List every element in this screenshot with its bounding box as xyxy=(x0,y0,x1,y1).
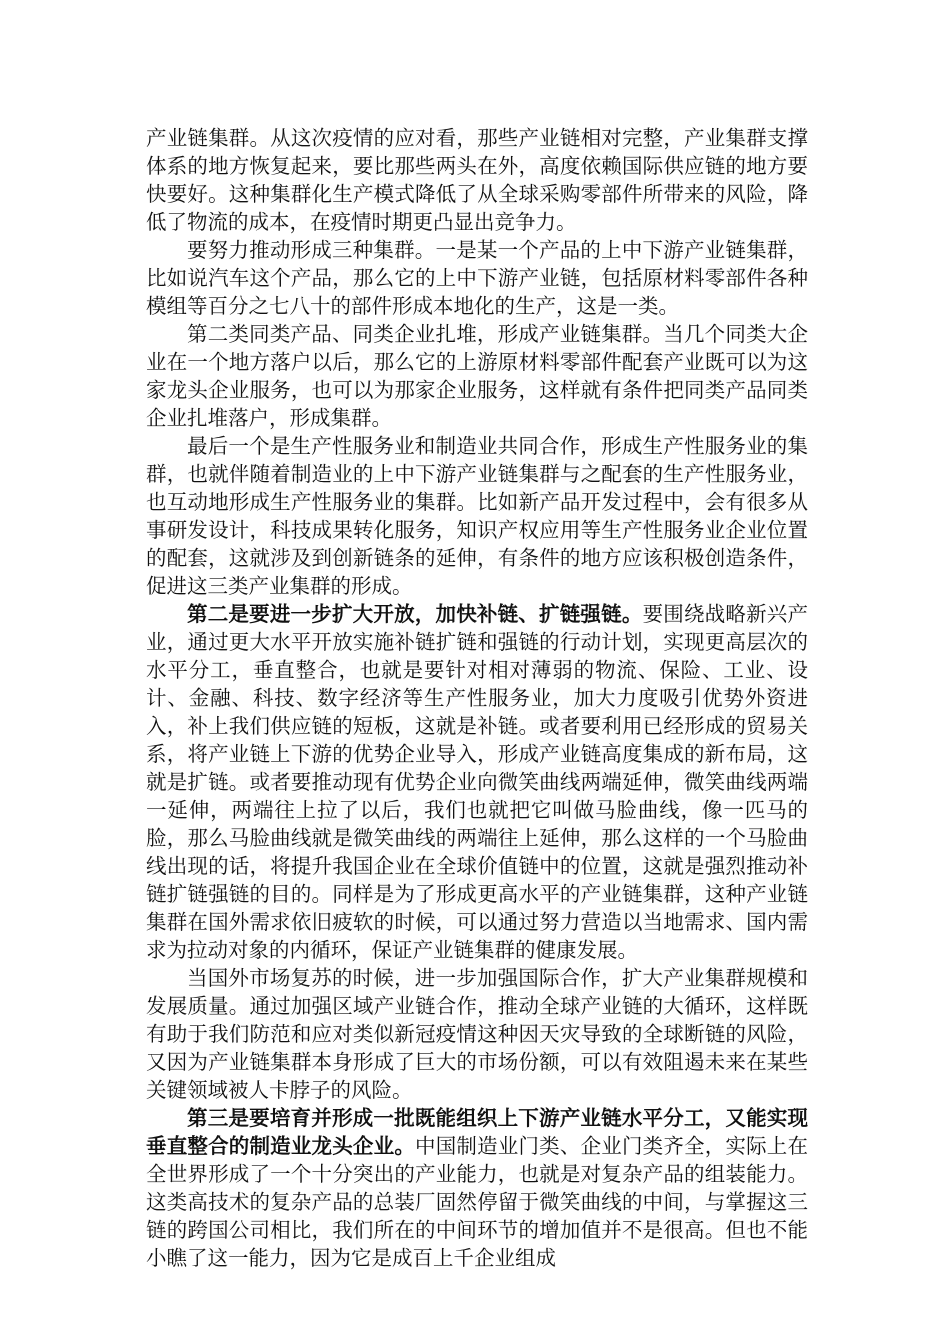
paragraph-6-text: 当国外市场复苏的时候，进一步加强国际合作，扩大产业集群规模和发展质量。通过加强区域产业链合作，推动全球产业链的大循环，这样既有助于我们防范和应对类似新冠疫情这种因天灾导致的全球断链的风险，又因为产业链集群本身形成了巨大的市场份额，可以有效阻遏未来在某些关键领域被人卡脖子的风险。 xyxy=(146,966,808,1102)
paragraph-5-text: 要围绕战略新兴产业，通过更大水平开放实施补链扩链和强链的行动计划，实现更高层次的水平分工，垂直整合，也就是要针对相对薄弱的物流、保险、工业、设计、金融、科技、数字经济等生产性服务业，加大力度吸引优势外资进入，补上我们供应链的短板，这就是补链。或者要利用已经形成的贸易关系，将产业链上下游的优势企业导入，形成产业链高度集成的新布局，这就是扩链。或者要推动现有优势企业向微笑曲线两端延伸，微笑曲线两端一延伸，两端往上拉了以后，我们也就把它叫做马脸曲线，像一匹马的脸，那么马脸曲线就是微笑曲线的两端往上延伸，那么这样的一个马脸曲线出现的话，将提升我国企业在全球价值链中的位置，这就是强烈推动补链扩链强链的目的。同样是为了形成更高水平的产业链集群，这种产业链集群在国外需求依旧疲软的时候，可以通过努力营造以当地需求、国内需求为拉动对象的内循环，保证产业链集群的健康发展。 xyxy=(146,602,809,962)
paragraph-5 xyxy=(146,600,808,964)
paragraph-2-text: 要努力推动形成三种集群。一是某一个产品的上中下游产业链集群，比如说汽车这个产品，那么它的上中下游产业链，包括原材料零部件各种模组等百分之七八十的部件形成本地化的生产，这是一类。 xyxy=(146,238,808,318)
paragraph-4 xyxy=(146,432,808,600)
paragraph-3 xyxy=(146,320,808,432)
paragraph-5-heading: 第二是要进一步扩大开放，加快补链、扩链强链。 xyxy=(187,602,643,626)
paragraph-7 xyxy=(146,1104,808,1272)
document-page xyxy=(146,124,808,1272)
paragraph-7-heading: 第三是要培育并形成一批既能组织上下游产业链水平分工，又能实现垂直整合的制造业龙头企业。 xyxy=(146,1106,808,1158)
paragraph-1-text: 产业链集群。从这次疫情的应对看，那些产业链相对完整，产业集群支撑体系的地方恢复起来，要比那些两头在外，高度依赖国际供应链的地方要快要好。这种集群化生产模式降低了从全球采购零部件所带来的风险，降低了物流的成本，在疫情时期更凸显出竞争力。 xyxy=(146,126,808,234)
paragraph-6 xyxy=(146,964,808,1104)
paragraph-7-text: 中国制造业门类、企业门类齐全，实际上在全世界形成了一个十分突出的产业能力，也就是对复杂产品的组装能力。这类高技术的复杂产品的总装厂固然停留于微笑曲线的中间，与掌握这三链的跨国公司相比，我们所在的中间环节的增加值并不是很高。但也不能小瞧了这一能力，因为它是成百上千企业组成 xyxy=(146,1134,808,1270)
paragraph-2 xyxy=(146,236,808,320)
paragraph-3-text: 第二类同类产品、同类企业扎堆，形成产业链集群。当几个同类大企业在一个地方落户以后，那么它的上游原材料零部件配套产业既可以为这家龙头企业服务，也可以为那家企业服务，这样就有条件把同类产品同类企业扎堆落户，形成集群。 xyxy=(146,322,808,430)
paragraph-4-text: 最后一个是生产性服务业和制造业共同合作，形成生产性服务业的集群，也就伴随着制造业的上中下游产业链集群与之配套的生产性服务业，也互动地形成生产性服务业的集群。比如新产品开发过程中，会有很多从事研发设计，科技成果转化服务，知识产权应用等生产性服务业企业位置的配套，这就涉及到创新链条的延伸，有条件的地方应该积极创造条件，促进这三类产业集群的形成。 xyxy=(146,434,808,598)
paragraph-1 xyxy=(146,124,808,236)
